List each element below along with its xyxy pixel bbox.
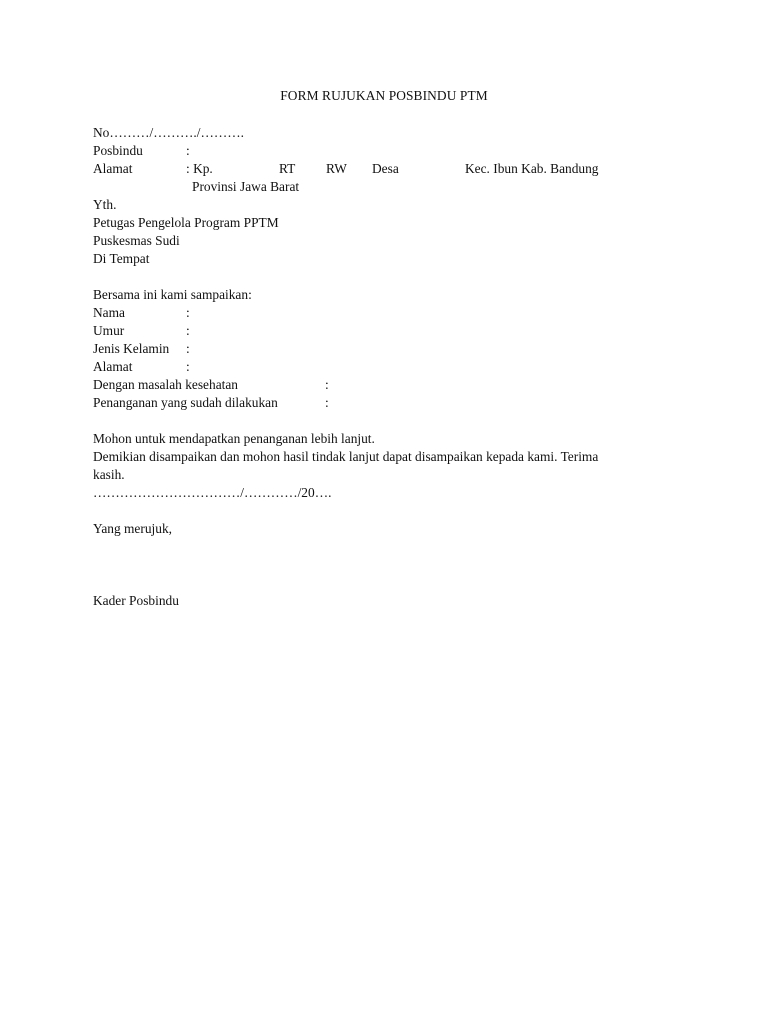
alamat-kecamatan: Kec. Ibun Kab. Bandung [465, 161, 599, 176]
recipient-place: Di Tempat [93, 251, 150, 266]
masalah-colon: : [325, 377, 329, 392]
number-line: No………/………./………. [93, 125, 245, 140]
date-line: ……………………………/…………/20…. [93, 485, 332, 500]
alamat-desa: Desa [372, 161, 399, 176]
alamat-rw: RW [326, 161, 347, 176]
alamat-kp: : Kp. [186, 161, 213, 176]
form-title: FORM RUJUKAN POSBINDU PTM [280, 88, 488, 103]
referrer-label: Yang merujuk, [93, 521, 172, 536]
field-nama-label: Nama [93, 305, 125, 320]
field-alamat-label: Alamat [93, 359, 133, 374]
recipient-puskesmas: Puskesmas Sudi [93, 233, 180, 248]
closing-text-line-2: kasih. [93, 467, 125, 482]
intro-text: Bersama ini kami sampaikan: [93, 287, 252, 302]
field-jenis-kelamin-colon: : [186, 341, 190, 356]
posbindu-label: Posbindu [93, 143, 143, 158]
alamat-label: Alamat [93, 161, 133, 176]
alamat-rt: RT [279, 161, 296, 176]
closing-text-line-1: Demikian disampaikan dan mohon hasil tindak lanjut dapat disampaikan kepada kami. Terima [93, 449, 599, 464]
field-umur-colon: : [186, 323, 190, 338]
field-nama-colon: : [186, 305, 190, 320]
masalah-label: Dengan masalah kesehatan [93, 377, 239, 392]
field-umur-label: Umur [93, 323, 125, 338]
field-jenis-kelamin-label: Jenis Kelamin [93, 341, 170, 356]
recipient-title: Petugas Pengelola Program PPTM [93, 215, 279, 230]
alamat-provinsi: Provinsi Jawa Barat [192, 179, 300, 194]
posbindu-colon: : [186, 143, 190, 158]
yth-label: Yth. [93, 197, 117, 212]
signer-name: Kader Posbindu [93, 593, 179, 608]
penanganan-label: Penanganan yang sudah dilakukan [93, 395, 278, 410]
request-text: Mohon untuk mendapatkan penanganan lebih lanjut. [93, 431, 375, 446]
field-alamat-colon: : [186, 359, 190, 374]
penanganan-colon: : [325, 395, 329, 410]
